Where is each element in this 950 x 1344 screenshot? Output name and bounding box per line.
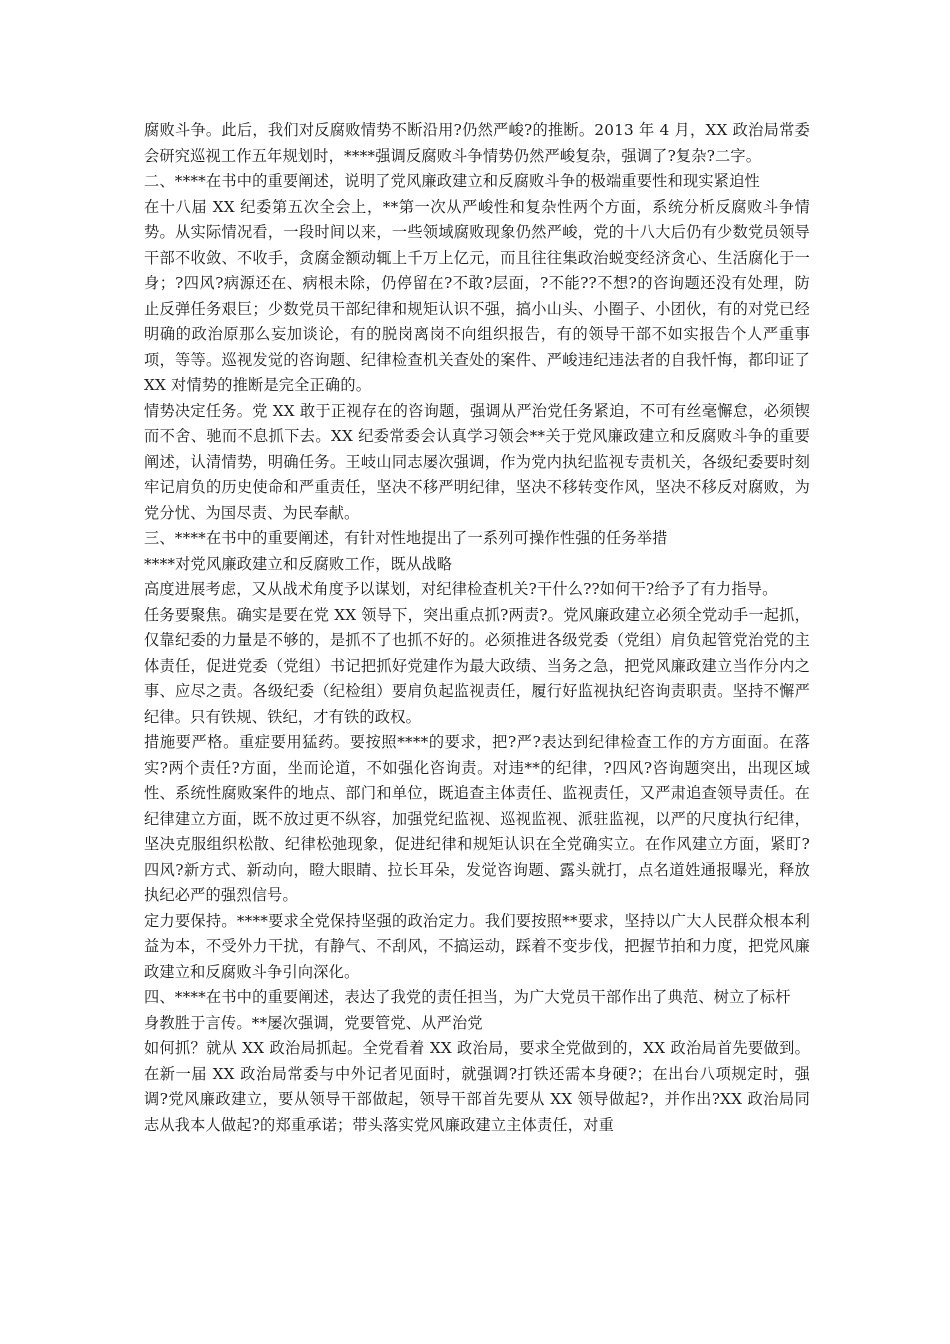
paragraph: 定力要保持。****要求全党保持坚强的政治定力。我们要按照**要求，坚持以广大人民群众根本利益为本，不受外力干扰，有静气、不刮风，不搞运动，踩着不变步伐，把握节拍和力度，把党风廉政建立和反腐败斗争引向深化。 <box>144 911 810 981</box>
section-heading-three: 三、****在书中的重要阐述，有针对性地提出了一系列可操作性强的任务举措 <box>144 529 668 547</box>
section-heading-four: 四、****在书中的重要阐述，表达了我党的责任担当，为广大党员干部作出了典范、树立了标杆 <box>144 988 791 1006</box>
section-heading-two: 二、****在书中的重要阐述，说明了党风廉政建立和反腐败斗争的极端重要性和现实紧迫性 <box>144 172 760 190</box>
paragraph: 如何抓？就从 XX 政治局抓起。全党看着 XX 政治局，要求全党做到的，XX 政治局首先要做到。在新一届 XX 政治局常委与中外记者见面时，就强调?打铁还需本身硬?；在出台八项规定时，强调?党风廉政建立，要从领导干部做起，领导干部首先要从 XX 领导做起?，并作出?XX 政治局同志从我本人做起?的郑重承诺；带头落实党风廉政建立主体责任，对重 <box>144 1039 810 1134</box>
paragraph: 高度进展考虑，又从战术角度予以谋划，对纪律检查机关?干什么??如何干?给予了有力指导。 <box>144 580 778 598</box>
paragraph-continuation: 腐败斗争。此后，我们对反腐败情势不断沿用?仍然严峻?的推断。2013 年 4 月，XX 政治局常委会研究巡视工作五年规划时，****强调反腐败斗争情势仍然严峻复杂，强调了?复杂?二字。 <box>144 121 810 165</box>
paragraph: ****对党风廉政建立和反腐败工作，既从战略 <box>144 554 453 573</box>
paragraph: 身教胜于言传。**屡次强调，党要管党、从严治党 <box>144 1013 483 1032</box>
paragraph: 情势决定任务。党 XX 敢于正视存在的咨询题，强调从严治党任务紧迫，不可有丝毫懈怠，必须锲而不舍、驰而不息抓下去。XX 纪委常委会认真学习领会**关于党风廉政建立和反腐败斗争的重要阐述，认清情势，明确任务。王岐山同志屡次强调，作为党内执纪监视专责机关，各级纪委要时刻牢记肩负的历史使命和严重责任，坚决不移严明纪律，坚决不移转变作风，坚决不移反对腐败，为党分忧、为国尽责、为民奉献。 <box>144 401 810 522</box>
paragraph: 任务要聚焦。确实是要在党 XX 领导下，突出重点抓?两责?。党风廉政建立必须全党动手一起抓，仅靠纪委的力量是不够的，是抓不了也抓不好的。必须推进各级党委（党组）肩负起管党治党的主体责任，促进党委（党组）书记把抓好党建作为最大政绩、当务之急，把党风廉政建立当作分内之事、应尽之责。各级纪委（纪检组）要肩负起监视责任，履行好监视执纪咨询责职责。坚持不懈严纪律。只有铁规、铁纪，才有铁的政权。 <box>144 605 810 726</box>
paragraph: 在十八届 XX 纪委第五次全会上，**第一次从严峻性和复杂性两个方面，系统分析反腐败斗争情势。从实际情况看，一段时间以来，一些领域腐败现象仍然严峻，党的十八大后仍有少数党员领导干部不收敛、不收手，贪腐金额动辄上千万上亿元，而且往往集政治蜕变经济贪心、生活腐化于一身；?四风?病源还在、病根未除，仍停留在?不敢?层面，?不能??不想?的咨询题还没有处理，防止反弹任务艰巨；少数党员干部纪律和规矩认识不强，搞小山头、小圈子、小团伙，有的对党已经明确的政治原那么妄加谈论，有的脱岗离岗不向组织报告，有的领导干部不如实报告个人严重事项，等等。巡视发觉的咨询题、纪律检查机关查处的案件、严峻违纪违法者的自我忏悔，都印证了 XX 对情势的推断是完全正确的。 <box>144 197 810 394</box>
paragraph: 措施要严格。重症要用猛药。要按照****的要求，把?严?表达到纪律检查工作的方方面面。在落实?两个责任?方面，坐而论道，不如强化咨询责。对违**的纪律，?四风?咨询题突出，出现区域性、系统性腐败案件的地点、部门和单位，既追查主体责任、监视责任，又严肃追查领导责任。在纪律建立方面，既不放过更不纵容，加强党纪监视、巡视监视、派驻监视，以严的尺度执行纪律，坚决克服组织松散、纪律松弛现象，促进纪律和规矩认识在全党确实立。在作风建立方面，紧盯?四风?新方式、新动向，瞪大眼睛、拉长耳朵，发觉咨询题、露头就打，点名道姓通报曝光，释放执纪必严的强烈信号。 <box>144 733 810 904</box>
document-body <box>144 118 810 1138</box>
